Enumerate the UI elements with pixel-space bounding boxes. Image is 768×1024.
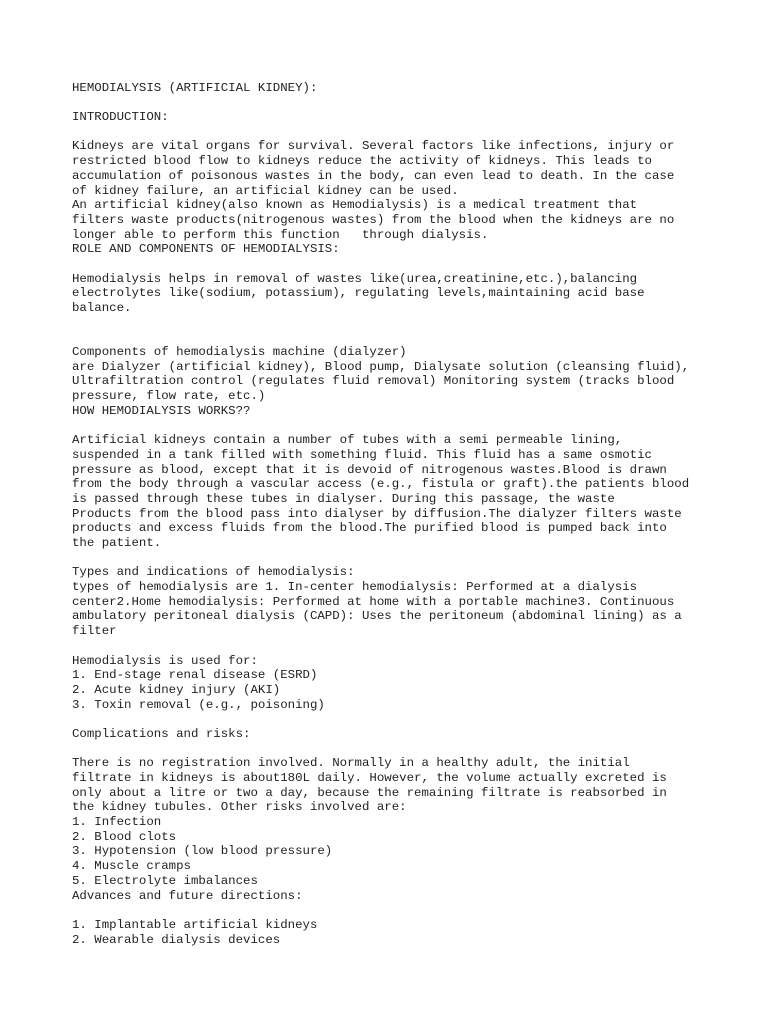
document-line: types of hemodialysis are 1. In-center hemodialysis: Performed at a dialysis bbox=[72, 580, 638, 595]
document-line: pressure, flow rate, etc.) bbox=[72, 389, 266, 404]
document-line: only about a litre or two a day, because the remaining filtrate is reabsorbed in bbox=[72, 785, 667, 800]
document-line: An artificial kidney(also known as Hemodialysis) is a medical treatment that bbox=[72, 198, 638, 213]
document-line bbox=[72, 742, 712, 757]
document-line bbox=[72, 66, 712, 81]
document-line bbox=[72, 316, 712, 331]
document-line: filter bbox=[72, 624, 117, 639]
document-line: ROLE AND COMPONENTS OF HEMODIALYSIS: bbox=[72, 242, 340, 257]
document-line: Products from the blood pass into dialyser by diffusion.The dialyzer filters waste bbox=[72, 506, 682, 521]
document-line: suspended in a tank filled with something fluid. This fluid has a same osmotic bbox=[72, 447, 652, 462]
document-line: filtrate in kidneys is about180L daily. However, the volume actually excreted is bbox=[72, 771, 667, 785]
document-line: Ultrafiltration control (regulates fluid removal) Monitoring system (tracks blood bbox=[72, 374, 675, 389]
document-line: center2.Home hemodialysis: Performed at home with a portable machine3. Continuous bbox=[72, 594, 675, 609]
document-line: products and excess fluids from the blood.The purified blood is pumped back into bbox=[72, 521, 667, 536]
document-line: 5. Electrolyte imbalances bbox=[72, 873, 258, 888]
document-line: restricted blood flow to kidneys reduce the activity of kidneys. This leads to bbox=[72, 154, 652, 169]
document-line: filters waste products(nitrogenous wastes) from the blood when the kidneys are no bbox=[72, 212, 675, 227]
document-line: electrolytes like(sodium, potassium), regulating levels,maintaining acid base bbox=[72, 286, 645, 301]
document-line: from the body through a vascular access (e.g., fistula or graft).the patients blood bbox=[72, 477, 690, 492]
document-line: 3. Toxin removal (e.g., poisoning) bbox=[72, 697, 325, 712]
document-line: 1. Implantable artificial kidneys bbox=[72, 917, 318, 932]
document-line bbox=[72, 257, 712, 272]
document-line bbox=[72, 330, 712, 345]
document-line bbox=[72, 903, 712, 918]
document-line bbox=[72, 639, 712, 654]
document-line: 2. Acute kidney injury (AKI) bbox=[72, 682, 281, 697]
document-line: Complications and risks: bbox=[72, 726, 251, 741]
document-line: Hemodialysis is used for: bbox=[72, 653, 258, 668]
document-line: balance. bbox=[72, 301, 132, 315]
document-line: 4. Muscle cramps bbox=[72, 859, 191, 874]
document-line: 3. Hypotension (low blood pressure) bbox=[72, 844, 333, 859]
document-page bbox=[72, 66, 712, 947]
document-line bbox=[72, 95, 712, 110]
document-line: 2. Blood clots bbox=[72, 829, 177, 844]
document-line: the patient. bbox=[72, 536, 162, 550]
document-line: is passed through these tubes in dialyser. During this passage, the waste bbox=[72, 491, 615, 506]
document-line bbox=[72, 712, 712, 727]
document-line: 2. Wearable dialysis devices bbox=[72, 932, 281, 947]
document-line: accumulation of poisonous wastes in the body, can even lead to death. In the case bbox=[72, 168, 675, 183]
document-line: Components of hemodialysis machine (dialyzer) bbox=[72, 345, 407, 360]
document-line: Types and indications of hemodialysis: bbox=[72, 565, 355, 580]
document-line: are Dialyzer (artificial kidney), Blood pump, Dialysate solution (cleansing fluid), bbox=[72, 359, 690, 374]
document-line: HEMODIALYSIS (ARTIFICIAL KIDNEY): bbox=[72, 80, 318, 95]
document-line bbox=[72, 125, 712, 140]
document-line: Hemodialysis helps in removal of wastes like(urea,creatinine,etc.),balancing bbox=[72, 271, 638, 286]
document-line: INTRODUCTION: bbox=[72, 110, 169, 125]
document-line: Artificial kidneys contain a number of tubes with a semi permeable lining, bbox=[72, 433, 623, 448]
document-line: Kidneys are vital organs for survival. Several factors like infections, injury or bbox=[72, 139, 675, 154]
document-line: pressure as blood, except that it is devoid of nitrogenous wastes.Blood is drawn bbox=[72, 462, 667, 477]
document-line: There is no registration involved. Normally in a healthy adult, the initial bbox=[72, 756, 630, 771]
document-line: 1. Infection bbox=[72, 815, 162, 830]
document-line: of kidney failure, an artificial kidney can be used. bbox=[72, 183, 459, 198]
document-line bbox=[72, 419, 712, 434]
document-line: longer able to perform this function through dialysis. bbox=[72, 227, 489, 242]
document-line: the kidney tubules. Other risks involved are: bbox=[72, 800, 407, 815]
document-line: HOW HEMODIALYSIS WORKS?? bbox=[72, 403, 251, 418]
document-line: ambulatory peritoneal dialysis (CAPD): Uses the peritoneum (abdominal lining) as a bbox=[72, 609, 682, 624]
document-line: Advances and future directions: bbox=[72, 888, 303, 903]
document-line bbox=[72, 551, 712, 566]
document-line: 1. End-stage renal disease (ESRD) bbox=[72, 668, 318, 683]
